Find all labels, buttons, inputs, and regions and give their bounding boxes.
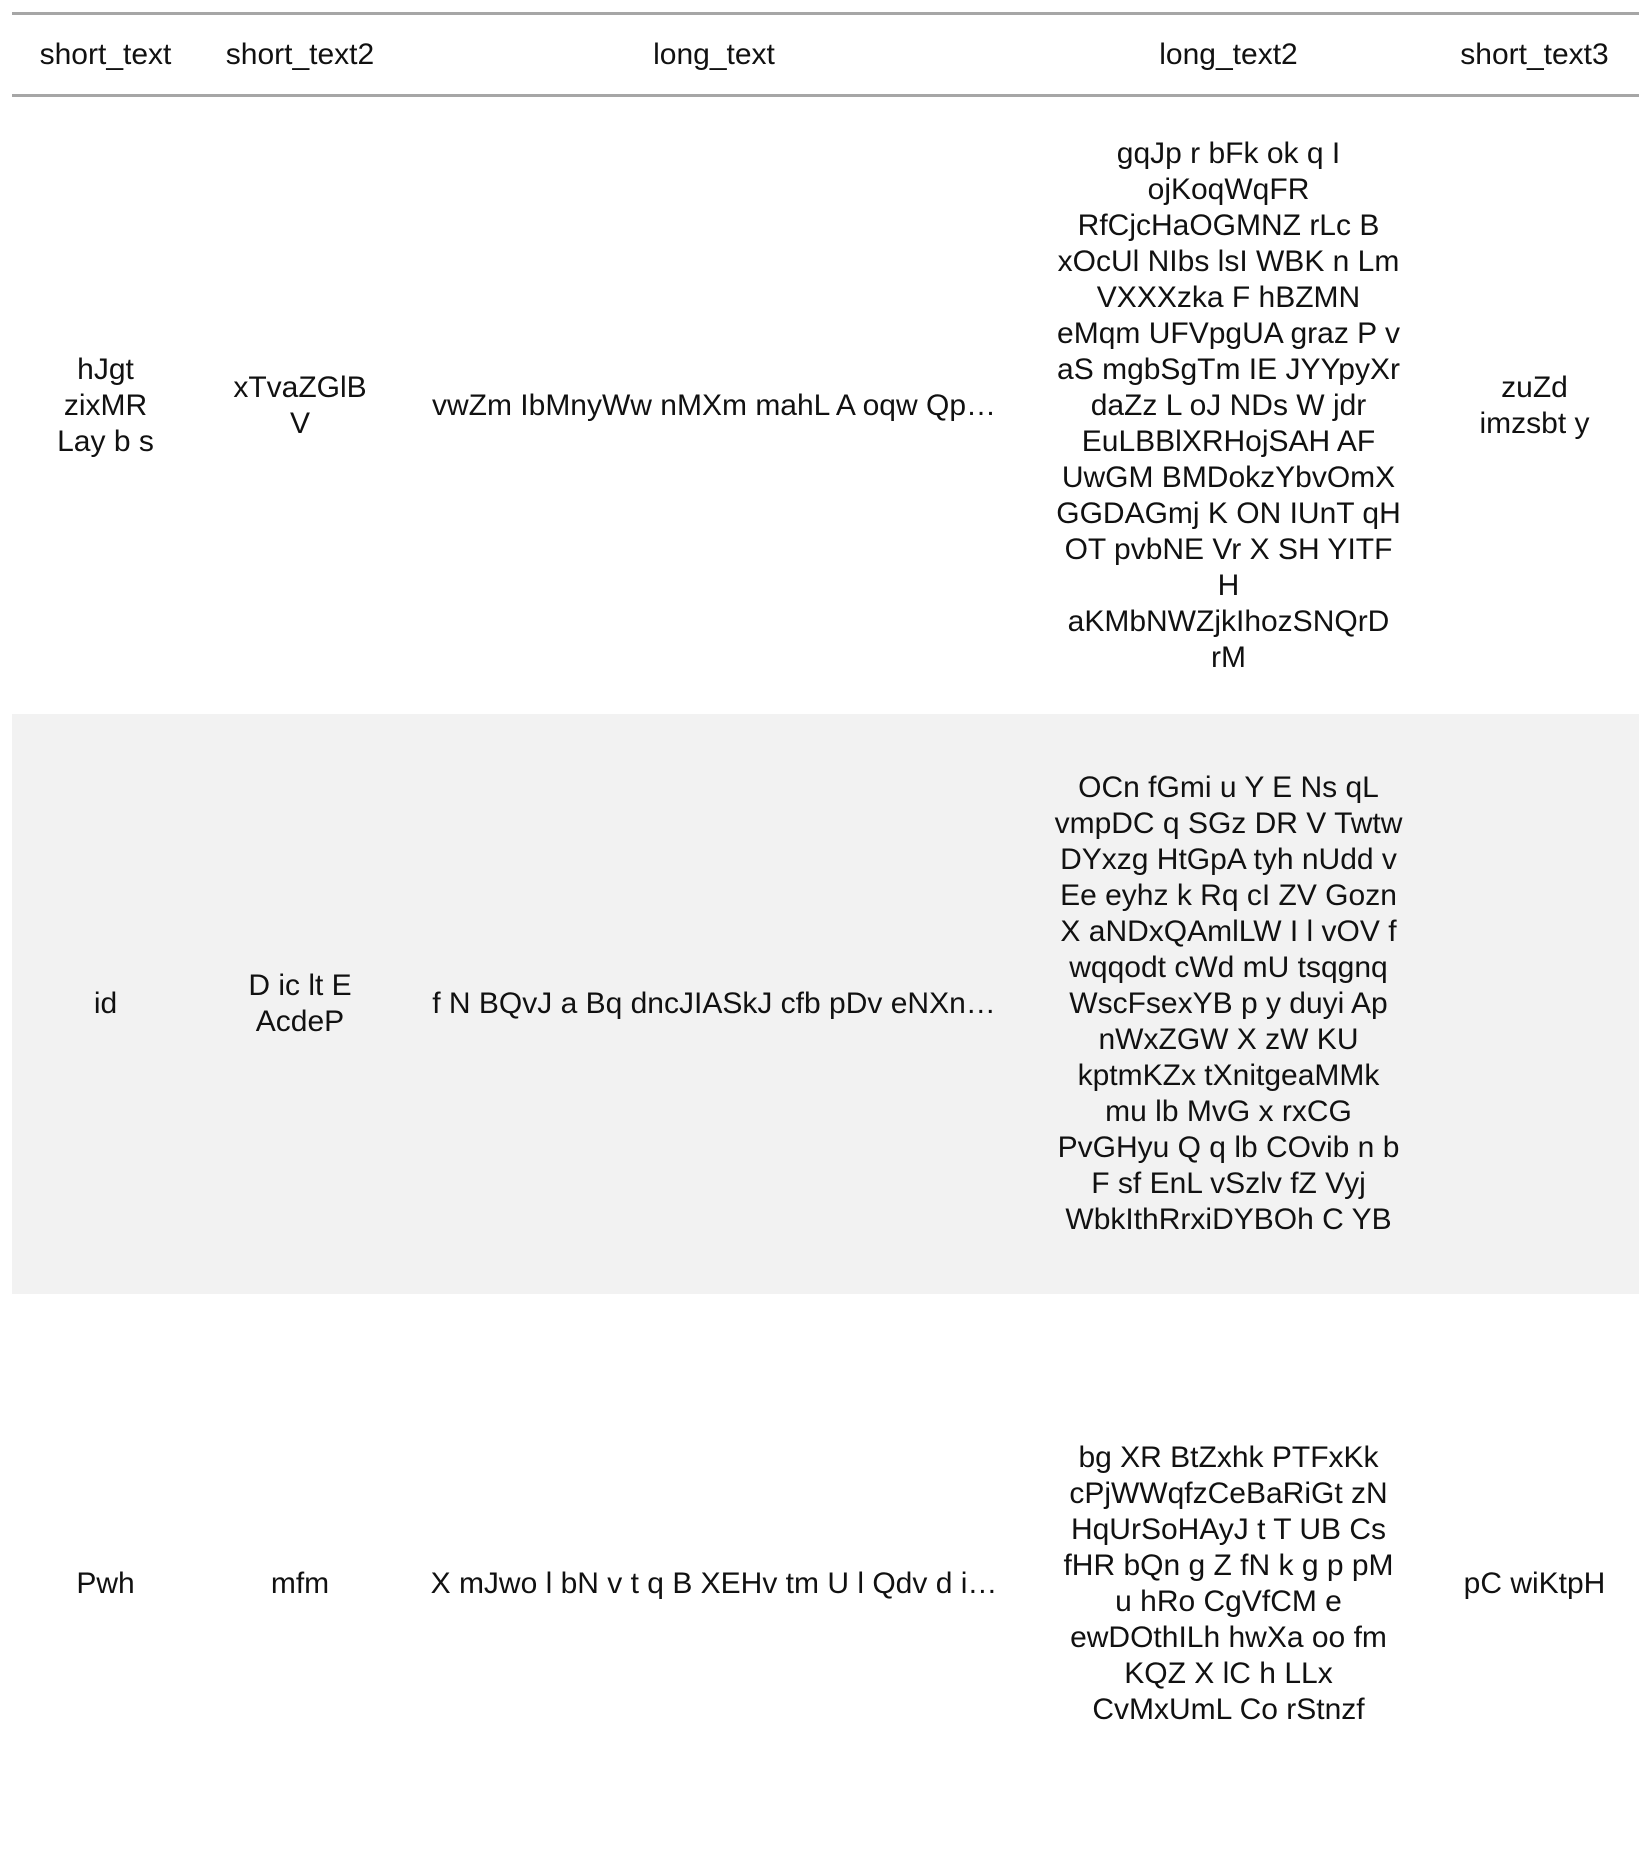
cell-short-text	[12, 714, 199, 1294]
table-header	[12, 14, 1639, 96]
table-row	[12, 96, 1639, 715]
cell-text: id	[51, 986, 161, 1022]
cell-text: hJgt zixMR Lay b s	[51, 352, 161, 460]
cell-long-text2	[1027, 96, 1430, 715]
cell-short-text	[12, 1294, 199, 1874]
cell-text: zuZd imzsbt y	[1460, 370, 1610, 442]
data-table	[12, 12, 1639, 1874]
cell-short-text3	[1430, 714, 1639, 1294]
cell-short-text2	[199, 1294, 401, 1874]
column-header-long-text2: long_text2	[1027, 14, 1430, 96]
header-row	[12, 14, 1639, 96]
cell-text: Pwh	[51, 1566, 161, 1602]
cell-long-text: vwZm IbMnyWw nMXm mahL A oqw Qp…	[401, 96, 1027, 715]
cell-text: gqJp r bFk ok q I ojKoqWqFR RfCjcHaOGMNZ rLc B xOcUl NIbs lsI WBK n Lm VXXXzka F hBZMN eMqm UFVpgUA graz P v aS mgbSgTm IE JYYpyXr daZz L oJ NDs W jdr EuLBBlXRHojSAH AF UwGM BMDokzYbvOmX GGDAGmj K ON IUnT qH OT pvbNE Vr X SH YITF H aKMbNWZjkIhozSNQrD rM	[1055, 136, 1403, 676]
table-body	[12, 96, 1639, 1874]
column-header-short-text2: short_text2	[199, 14, 401, 96]
cell-short-text2	[199, 96, 401, 715]
cell-text: mfm	[245, 1566, 355, 1602]
cell-text: bg XR BtZxhk PTFxKk cPjWWqfzCeBaRiGt zN HqUrSoHAyJ t T UB Cs fHR bQn g Z fN k g p pM u hRo CgVfCM e ewDOthILh hwXa oo fm KQZ X lC h LLx CvMxUmL Co rStnzf	[1055, 1440, 1403, 1728]
cell-long-text: X mJwo l bN v t q B XEHv tm U l Qdv d i…	[401, 1294, 1027, 1874]
cell-text: OCn fGmi u Y E Ns qL vmpDC q SGz DR V Twtw DYxzg HtGpA tyh nUdd v Ee eyhz k Rq cI ZV Gozn X aNDxQAmlLW I l vOV f wqqodt cWd mU tsqgnq WscFsexYB p y duyi Ap nWxZGW X zW KU kptmKZx tXnitgeaMMk mu lb MvG x rxCG PvGHyu Q q lb COvib n b F sf EnL vSzlv fZ Vyj WbkIthRrxiDYBOh C YB	[1055, 770, 1403, 1238]
column-header-short-text3: short_text3	[1430, 14, 1639, 96]
column-header-long-text: long_text	[401, 14, 1027, 96]
column-header-short-text: short_text	[12, 14, 199, 96]
cell-text: pC wiKtpH	[1460, 1566, 1610, 1602]
cell-short-text3	[1430, 1294, 1639, 1874]
cell-text: D ic lt E AcdeP	[245, 968, 355, 1040]
table-row	[12, 1294, 1639, 1874]
cell-long-text2	[1027, 714, 1430, 1294]
cell-long-text2	[1027, 1294, 1430, 1874]
cell-short-text2	[199, 714, 401, 1294]
data-table-container	[12, 12, 1639, 1874]
cell-short-text3	[1430, 96, 1639, 715]
cell-text: xTvaZGlBV	[225, 370, 375, 442]
table-row	[12, 714, 1639, 1294]
cell-long-text: f N BQvJ a Bq dncJIASkJ cfb pDv eNXn…	[401, 714, 1027, 1294]
cell-short-text	[12, 96, 199, 715]
